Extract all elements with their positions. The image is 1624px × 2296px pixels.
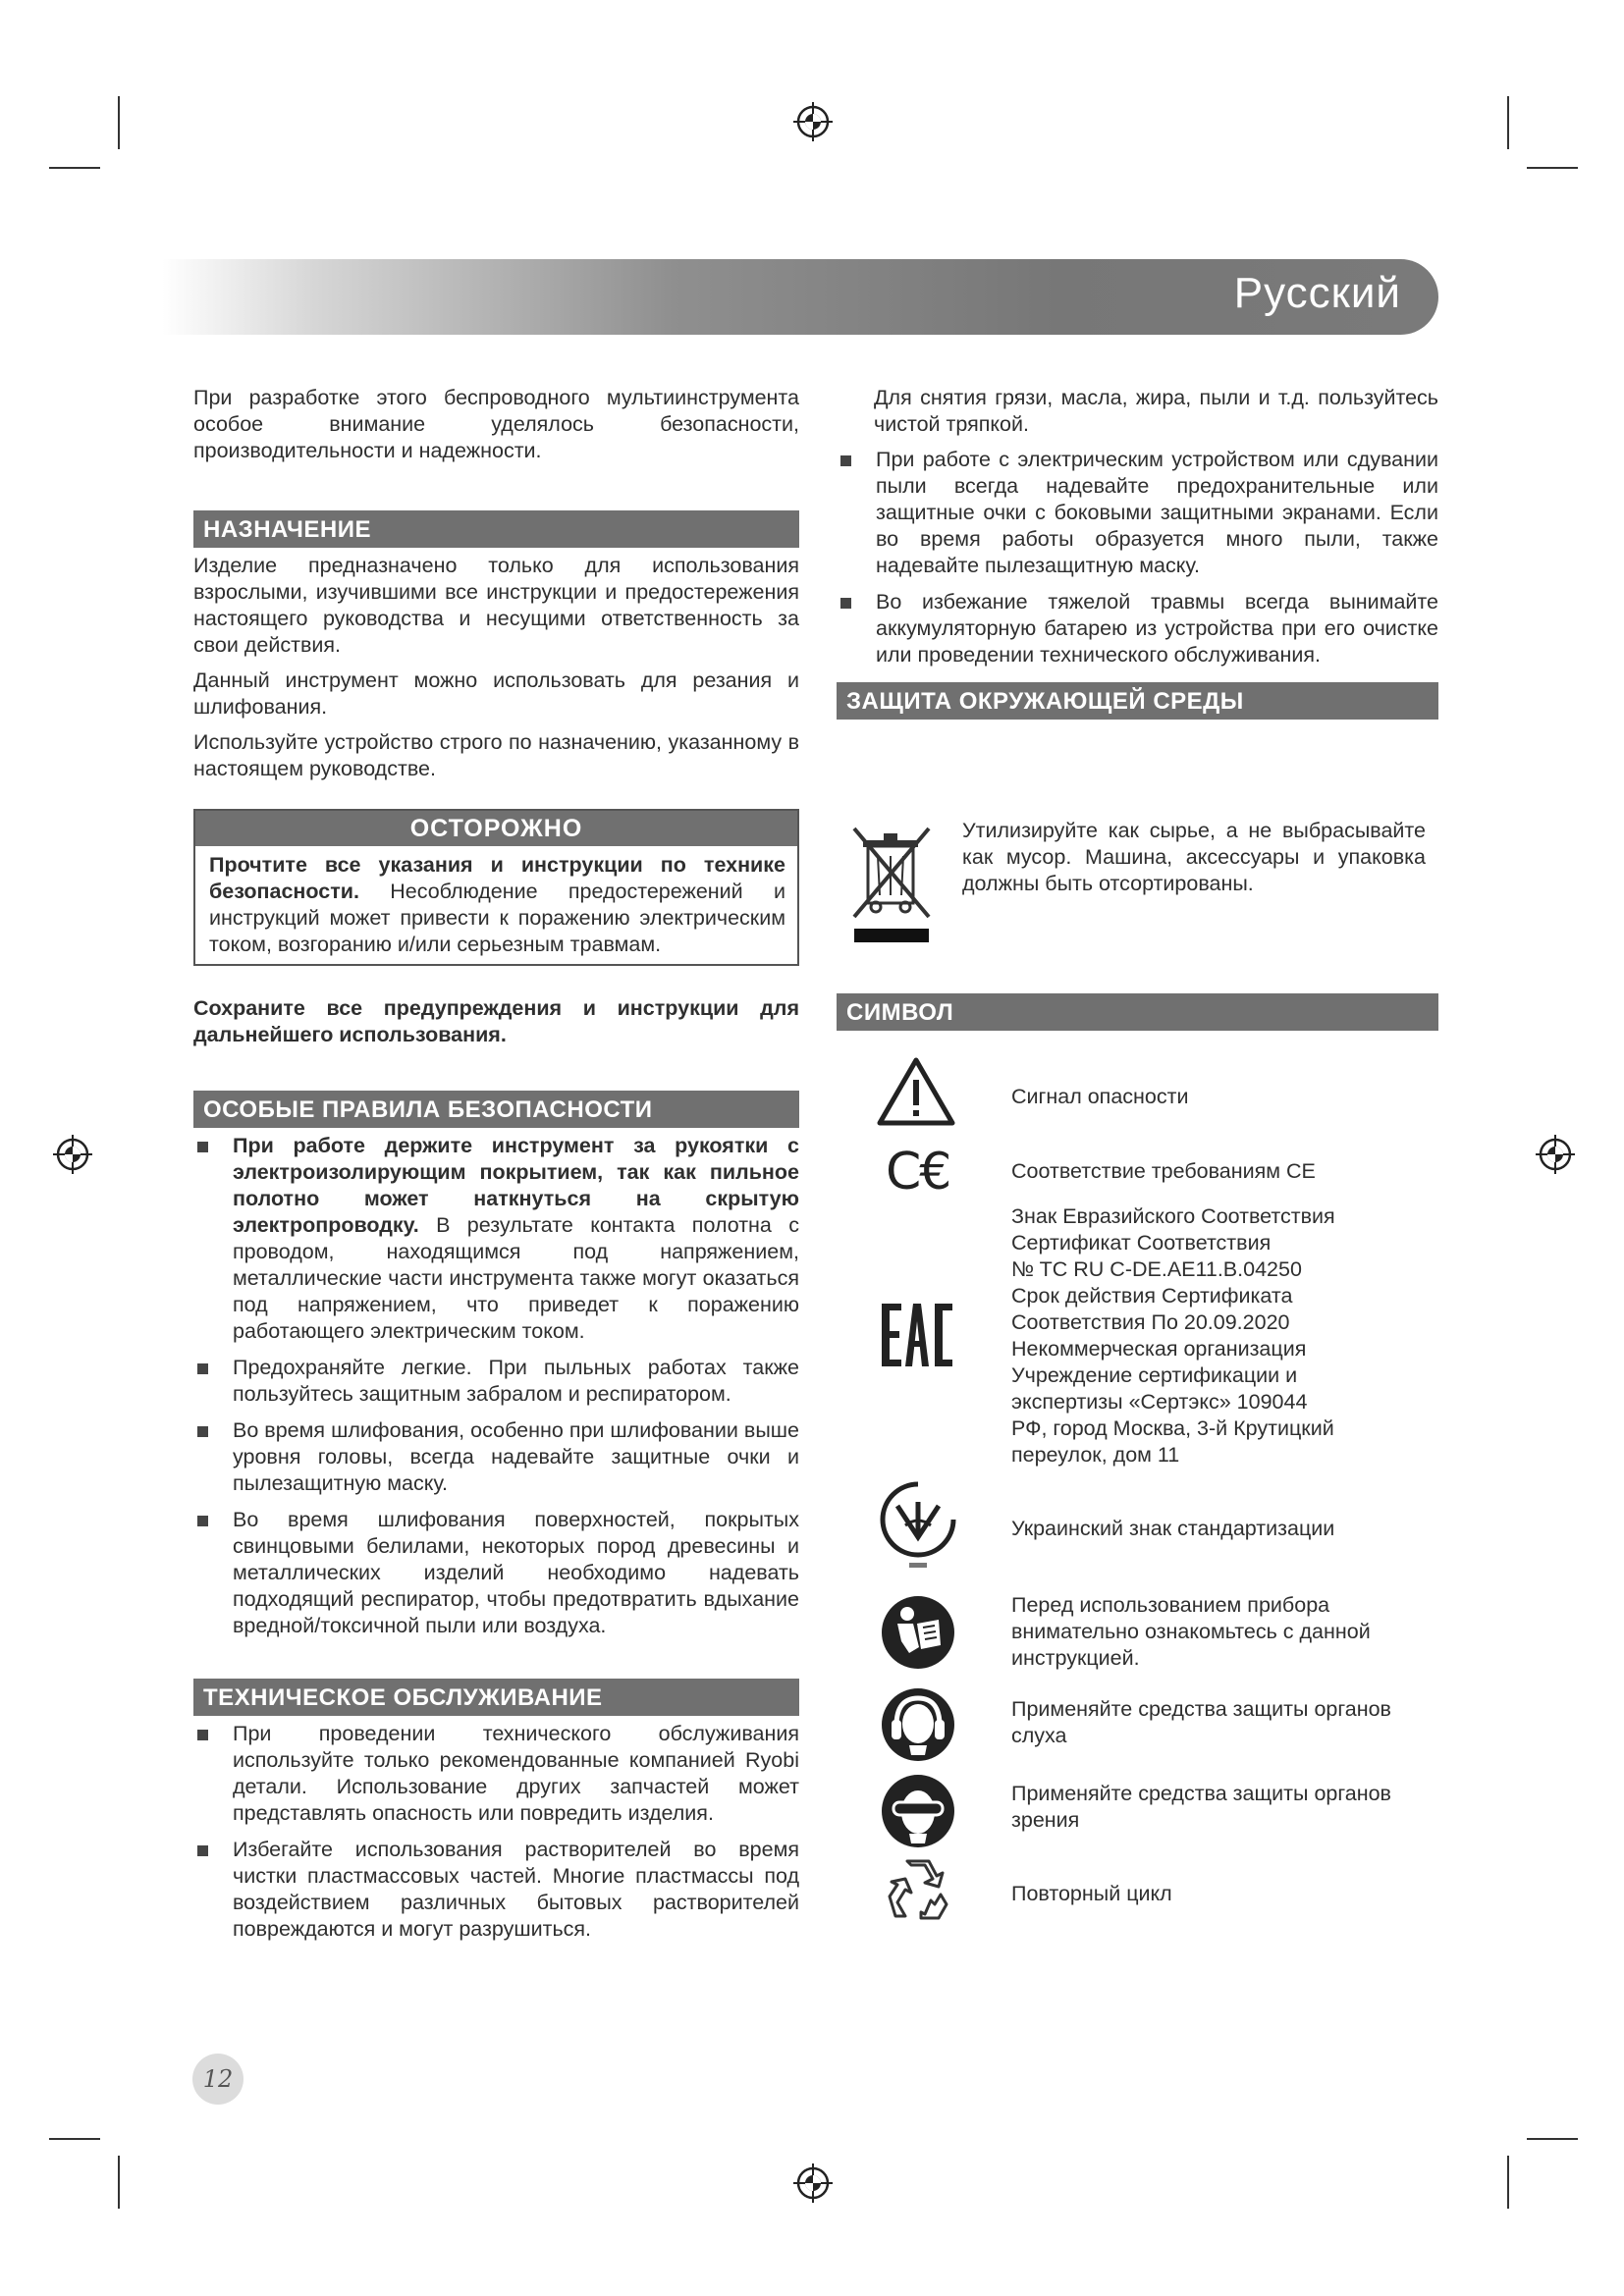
purpose-paragraph: Данный инструмент можно использовать для резания и шлифования.	[193, 668, 799, 719]
symbol-label: Применяйте средства защиты органов зрения	[1011, 1782, 1391, 1832]
bullet-square-icon	[197, 1363, 208, 1374]
section-heading-special-rules: ОСОБЫЕ ПРАВИЛА БЕЗОПАСНОСТИ	[193, 1091, 799, 1128]
list-item: Предохраняйте легкие. При пыльных работах также пользуйтесь защитным забралом и респиратором.	[193, 1355, 799, 1408]
crop-mark	[1527, 2138, 1578, 2140]
bullet-square-icon	[840, 455, 851, 466]
language-title: Русский	[1233, 269, 1401, 317]
list-item: Избегайте использования растворителей во время чистки пластмассовых частей. Многие пластмассы под воздействием различных бытовых растворителей повреждаются и могут разрушиться.	[193, 1837, 799, 1943]
warning-box	[193, 809, 799, 966]
read-manual-icon	[880, 1594, 956, 1671]
symbol-label: Украинский знак стандартизации	[1011, 1517, 1335, 1540]
right-column	[837, 385, 1438, 720]
symbol-label: Перед использованием прибора внимательно ознакомьтесь с данной инструкцией.	[1011, 1593, 1371, 1670]
bullet-square-icon	[197, 1516, 208, 1526]
bullet-square-icon	[197, 1845, 208, 1856]
list-item: Во время шлифования поверхностей, покрытых свинцовыми белилами, некоторых пород древесины и металлических изделий необходимо надевать подходящий респиратор, чтобы предотвратить вдыхание вредной/токсичной пыли или воздуха.	[193, 1507, 799, 1639]
weee-bin-icon	[846, 821, 937, 948]
bullet-square-icon	[197, 1426, 208, 1437]
left-column	[193, 385, 799, 1952]
crop-mark	[118, 2156, 120, 2209]
maintenance-continued: Для снятия грязи, масла, жира, пыли и т.д. пользуйтесь чистой тряпкой.	[874, 386, 1438, 436]
list-item: При проведении технического обслуживания используйте только рекомендованные компанией Ryobi детали. Использование других запчастей может представлять опасность или повредить изделия.	[193, 1721, 799, 1827]
crop-mark	[49, 167, 100, 169]
intro-paragraph: При разработке этого беспроводного мультиинструмента особое внимание уделялось безопасности, производительности и надежности.	[193, 386, 799, 462]
warning-triangle-icon	[876, 1056, 956, 1127]
crop-mark	[118, 96, 120, 149]
symbol-label: Повторный цикл	[1011, 1882, 1172, 1905]
symbol-label: Сигнал опасности	[1011, 1085, 1189, 1108]
maintenance-list-continued	[837, 447, 1438, 668]
section-heading-symbols: СИМВОЛ	[837, 993, 1438, 1031]
environment-text: Утилизируйте как сырье, а не выбрасывайте как мусор. Машина, аксессуары и упаковка должны быть отсортированы.	[962, 819, 1426, 895]
ukraine-standard-icon	[876, 1476, 960, 1575]
eac-mark-icon	[880, 1302, 954, 1368]
eye-protection-icon	[880, 1773, 956, 1849]
language-header-band	[162, 259, 1438, 335]
list-item: Во время шлифования, особенно при шлифовании выше уровня головы, всегда надевайте защитные очки и пылезащитную маску.	[193, 1417, 799, 1497]
special-rules-list	[193, 1133, 799, 1639]
eac-certificate-text: Знак Евразийского Соответствия Сертификат Соответствия № TC RU C-DE.AE11.B.04250 Срок действия Сертификата Соответствия По 20.09.2020 Некоммерческая организация Учреждение сертификации и экспертизы «Сертэкс» 109044 РФ, город Москва, 3-й Крутицкий переулок, дом 11	[1011, 1204, 1335, 1467]
bullet-square-icon	[197, 1142, 208, 1152]
crop-mark	[1507, 96, 1509, 149]
ce-mark-icon: C€	[886, 1143, 950, 1201]
warning-text: Несоблюдение предостережений и инструкций может привести к поражению электрическим током, возгоранию и/или серьезным травмам.	[209, 880, 785, 956]
save-instructions-note: Сохраните все предупреждения и инструкции для дальнейшего использования.	[193, 996, 799, 1046]
symbol-label: Применяйте средства защиты органов слуха	[1011, 1697, 1391, 1747]
list-item: При работе держите инструмент за рукоятки с электроизолирующим покрытием, так как пильное полотно может наткнуться на скрытую электропроводку. В результате контакта полотна с проводом, находящимся под напряжением, металлические части инструмента также могут оказаться под напряжением, что приведет к поражению работающего электрическим током.	[193, 1133, 799, 1345]
warning-bold-text: Прочтите все указания и инструкции по технике безопасности.	[209, 853, 785, 903]
registration-mark-icon	[1534, 1133, 1577, 1176]
section-heading-environment: ЗАЩИТА ОКРУЖАЮЩЕЙ СРЕДЫ	[837, 682, 1438, 720]
page-number: 12	[192, 2054, 244, 2105]
bullet-square-icon	[840, 598, 851, 609]
registration-mark-icon	[791, 100, 835, 143]
purpose-paragraph: Изделие предназначено только для использования взрослыми, изучившими все инструкции и предостережения настоящего руководства и несущими ответственность за свои действия.	[193, 554, 799, 657]
warning-body	[195, 846, 797, 964]
warning-heading: ОСТОРОЖНО	[195, 811, 797, 846]
section-heading-purpose: НАЗНАЧЕНИЕ	[193, 510, 799, 548]
bullet-square-icon	[197, 1730, 208, 1740]
crop-mark	[49, 2138, 100, 2140]
registration-mark-icon	[51, 1133, 94, 1176]
crop-mark	[1507, 2156, 1509, 2209]
list-item: Во избежание тяжелой травмы всегда вынимайте аккумуляторную батарею из устройства при его очистке или проведении технического обслуживания.	[837, 589, 1438, 668]
maintenance-list	[193, 1721, 799, 1943]
list-item: При работе с электрическим устройством или сдувании пыли всегда надевайте предохранительные или защитные очки с боковыми защитными экранами. Если во время работы образуется много пыли, также надевайте пылезащитную маску.	[837, 447, 1438, 579]
registration-mark-icon	[791, 2162, 835, 2205]
symbol-label: Соответствие требованиям CE	[1011, 1159, 1316, 1183]
recycle-icon	[882, 1857, 954, 1926]
purpose-paragraph: Используйте устройство строго по назначению, указанному в настоящем руководстве.	[193, 730, 799, 780]
crop-mark	[1527, 167, 1578, 169]
section-heading-maintenance: ТЕХНИЧЕСКОЕ ОБСЛУЖИВАНИЕ	[193, 1679, 799, 1716]
ear-protection-icon	[880, 1686, 956, 1763]
